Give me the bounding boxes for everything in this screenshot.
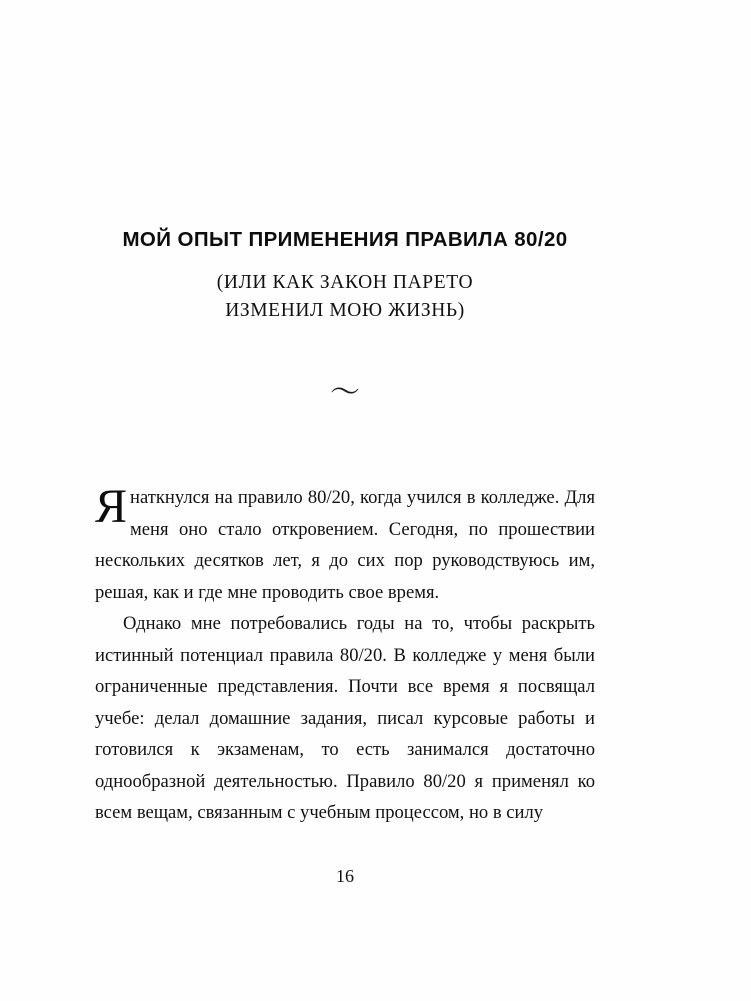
drop-cap: Я xyxy=(95,480,128,533)
paragraph-1 xyxy=(95,482,595,608)
body-text xyxy=(95,482,595,829)
chapter-title: МОЙ ОПЫТ ПРИМЕНЕНИЯ ПРАВИЛА 80/20 xyxy=(122,228,568,251)
page-content xyxy=(95,0,595,1001)
wave-ornament-icon: 〜 xyxy=(330,376,360,409)
page-number: 16 xyxy=(336,866,354,886)
paragraph-2: Однако мне потребовались годы на то, чтобы раскрыть истинный потенциал правила 80/20. В колледже у меня были ограниченные представления. Почти все время я посвящал учебе: делал домашние задания, писал курсовые работы и готовился к экзаменам, то есть занимался достаточно однообразной деятельностью. Правило 80/20 я применял ко всем вещам, связанным с учебным процессом, но в силу xyxy=(95,613,595,823)
chapter-subtitle xyxy=(95,269,595,326)
chapter-subtitle-line-1: (ИЛИ КАК ЗАКОН ПАРЕТО xyxy=(216,271,474,293)
chapter-subtitle-line-2: ИЗМЕНИЛ МОЮ ЖИЗНЬ) xyxy=(225,299,465,321)
paragraph-1-text: наткнулся на правило 80/20, когда учился в колледже. Для меня оно стало откровением. Сегодня, по прошествии нескольких десятков лет, я до сих пор руководствуюсь им, решая, как и где мне проводить свое время. xyxy=(95,487,595,603)
chapter-heading xyxy=(95,228,595,325)
